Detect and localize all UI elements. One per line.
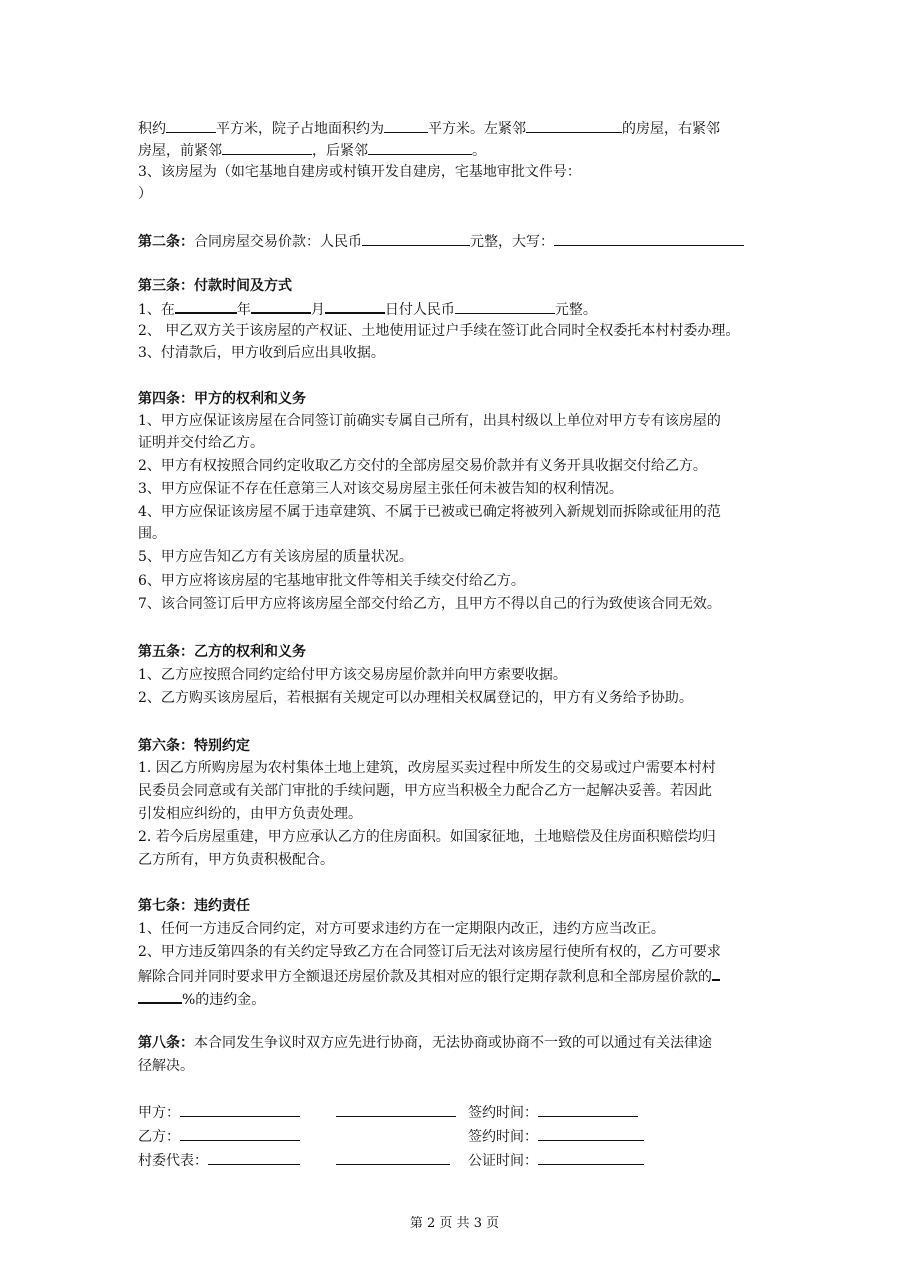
village-rep-label: 村委代表： — [138, 1153, 208, 1169]
article-2 — [138, 231, 744, 252]
text: 平方米。左紧邻 — [428, 121, 526, 137]
sign-time-2 — [468, 1126, 644, 1147]
page-footer: 第 2 页 共 3 页 — [409, 1216, 500, 1231]
article-7-title: 第七条：违约责任 — [138, 898, 250, 914]
blank — [222, 140, 312, 155]
article-4-item-1-cont: 证明并交付给乙方。 — [138, 435, 264, 451]
blank — [336, 1150, 450, 1165]
blank — [526, 118, 622, 133]
blank — [180, 1102, 300, 1117]
article-6-item-1-cont: 引发相应纠纷的，由甲方负责处理。 — [138, 806, 362, 822]
article-7-item-2: 2、甲方违反第四条的有关约定导致乙方在合同签订后无法对该房屋行使所有权的，乙方可要求 — [138, 944, 721, 960]
article-4-item-3: 3、甲方应保证不存在任意第三人对该交易房屋主张任何未被告知的权利情况。 — [138, 481, 623, 497]
article-8-title: 第八条： — [138, 1035, 194, 1051]
village-rep-signature — [138, 1150, 300, 1171]
text: 元整。 — [554, 302, 597, 318]
village-rep-extra — [336, 1150, 450, 1171]
notary-time-label: 公证时间： — [468, 1153, 538, 1169]
sign-time-label: 签约时间： — [468, 1105, 538, 1121]
text: 1、在 — [138, 302, 175, 318]
party-a-signature — [138, 1102, 300, 1123]
blank — [554, 231, 744, 246]
blank — [368, 140, 472, 155]
article-3-item-2: 2、 甲乙双方关于该房屋的产权证、土地使用证过户手续在签订此合同时全权委托本村村委办理。 — [138, 323, 740, 339]
party-a-extra — [336, 1102, 456, 1123]
article-4-title: 第四条：甲方的权利和义务 — [138, 391, 306, 407]
sign-time-label: 签约时间： — [468, 1129, 538, 1145]
article-6-item-2: 2. 若今后房屋重建，甲方应承认乙方的住房面积。如国家征地，土地赔偿及住房面积赔偿均归 — [138, 829, 716, 845]
house-type-line: 3、该房屋为（如宅基地自建房或村镇开发自建房，宅基地审批文件号： — [138, 164, 581, 180]
blank — [362, 231, 470, 246]
party-b-label: 乙方： — [138, 1129, 180, 1145]
sign-time-1 — [468, 1102, 638, 1123]
text: 。 — [472, 143, 486, 159]
article-7-item-2-end — [138, 988, 265, 1010]
article-6-item-2-cont: 乙方所有，甲方负责积极配合。 — [138, 852, 334, 868]
text: 月 — [310, 302, 325, 318]
article-8 — [138, 1033, 712, 1053]
text: 房屋，前紧邻 — [138, 143, 222, 159]
article-4-item-7: 7、该合同签订后甲方应将该房屋全部交付给乙方，且甲方不得以自己的行为致使该合同无效。 — [138, 596, 721, 612]
text: 积约 — [138, 121, 166, 137]
party-b-signature — [138, 1126, 300, 1147]
blank — [166, 118, 216, 133]
article-3-title: 第三条：付款时间及方式 — [138, 278, 292, 294]
article-5-title: 第五条：乙方的权利和义务 — [138, 644, 306, 660]
text: 元整，大写： — [470, 234, 554, 250]
article-6-title: 第六条：特别约定 — [138, 738, 250, 754]
article-8-cont: 径解决。 — [138, 1058, 194, 1074]
article-4-item-2: 2、甲方有权按照合同约定收取乙方交付的全部房屋交易价款并有义务开具收据交付给乙方。 — [138, 458, 707, 474]
blank — [180, 1126, 300, 1141]
article-5-item-1: 1、乙方应按照合同约定给付甲方该交易房屋价款并向甲方索要收据。 — [138, 667, 567, 683]
blank — [712, 965, 720, 981]
close-paren-line: ） — [138, 186, 152, 202]
text: 合同房屋交易价款：人民币 — [194, 234, 362, 250]
text: ，后紧邻 — [312, 143, 368, 159]
blank — [384, 118, 428, 133]
neighbor-line — [138, 140, 486, 161]
blank — [336, 1102, 456, 1117]
text: 解除合同并同时要求甲方全额退还房屋价款及其相对应的银行定期存款利息和全部房屋价款的 — [138, 969, 712, 985]
text: 的房屋，右紧邻 — [622, 121, 720, 137]
article-4-item-1: 1、甲方应保证该房屋在合同签订前确实专属自己所有，出具村级以上单位对甲方专有该房屋的 — [138, 413, 721, 429]
blank — [138, 988, 182, 1004]
text: 日付人民币 — [384, 302, 455, 318]
party-a-label: 甲方： — [138, 1105, 180, 1121]
article-3-item-3: 3、付清款后，甲方收到后应出具收据。 — [138, 345, 385, 361]
article-3-item-1 — [138, 298, 597, 320]
article-4-item-4: 4、甲方应保证该房屋不属于违章建筑、不属于已被或已确定将被列入新规划而拆除或征用的范 — [138, 504, 721, 520]
article-7-item-1: 1、任何一方违反合同约定，对方可要求违约方在一定期限内改正，违约方应当改正。 — [138, 921, 665, 937]
blank — [538, 1126, 644, 1141]
blank — [208, 1150, 300, 1165]
blank — [251, 298, 311, 314]
blank — [175, 298, 237, 314]
text: %的违约金。 — [182, 992, 266, 1008]
article-5-item-2: 2、乙方购买该房屋后，若根据有关规定可以办理相关权属登记的，甲方有义务给予协助。 — [138, 690, 693, 706]
article-4-item-4-cont: 围。 — [138, 526, 166, 542]
article-4-item-5: 5、甲方应告知乙方有关该房屋的质量状况。 — [138, 549, 413, 565]
blank — [455, 299, 555, 314]
article-4-item-6: 6、甲方应将该房屋的宅基地审批文件等相关手续交付给乙方。 — [138, 573, 525, 589]
text: 平方米，院子占地面积约为 — [216, 121, 384, 137]
article-6-item-1: 1. 因乙方所购房屋为农村集体土地上建筑，改房屋买卖过程中所发生的交易或过户需要本村村 — [138, 760, 716, 776]
blank — [538, 1102, 638, 1117]
notary-time — [468, 1150, 644, 1171]
text: 本合同发生争议时双方应先进行协商，无法协商或协商不一致的可以通过有关法律途 — [194, 1035, 712, 1051]
article-7-item-2-cont — [138, 965, 720, 987]
blank — [538, 1150, 644, 1165]
article-2-title: 第二条： — [138, 234, 194, 250]
blank — [325, 298, 385, 314]
article-6-item-1-cont: 民委员会同意或有关部门审批的手续问题，甲方应当积极全力配合乙方一起解决妥善。若因此 — [138, 783, 712, 799]
text: 年 — [236, 302, 251, 318]
area-line — [138, 118, 720, 139]
